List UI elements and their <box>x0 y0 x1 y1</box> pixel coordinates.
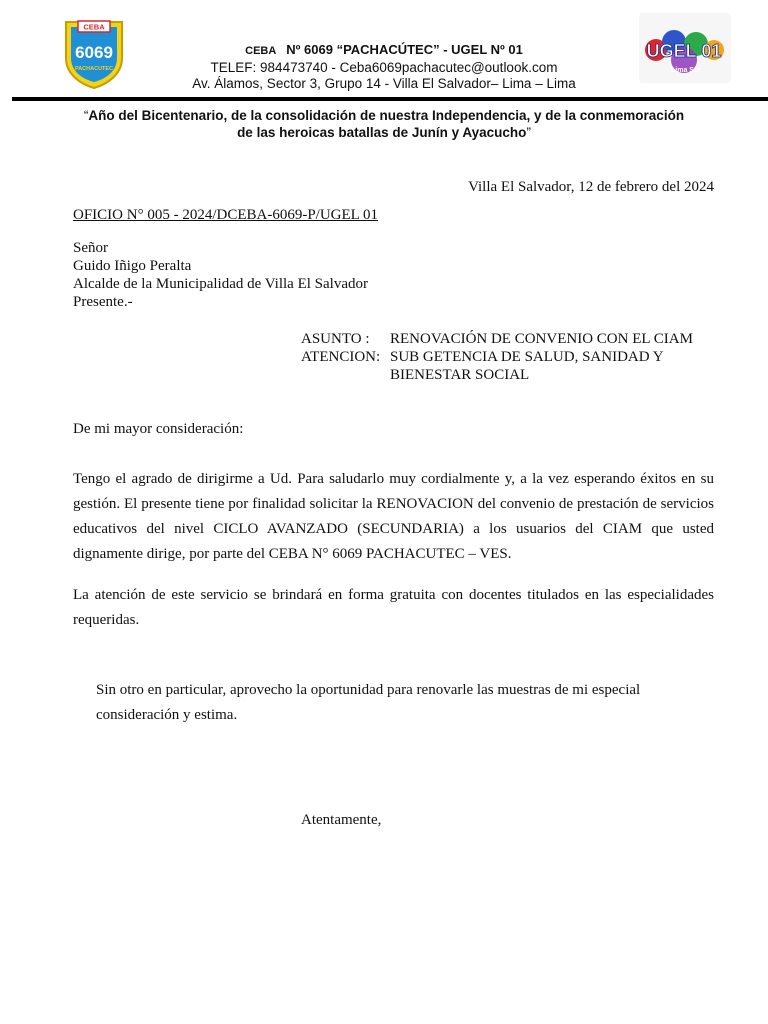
header-institution-name: Nº 6069 “PACHACÚTEC” - UGEL Nº 01 <box>286 42 523 57</box>
year-motto-line1: Año del Bicentenario, de la consolidación de nuestra Independencia, y de la conmemoración <box>88 108 685 123</box>
attention-value-line1: SUB GETENCIA DE SALUD, SANIDAD Y <box>390 349 664 365</box>
body-paragraph-2: La atención de este servicio se brindará en forma gratuita con docentes titulados en las especialidades requeridas. <box>73 587 714 628</box>
year-motto: “Año del Bicentenario, de la consolidación de nuestra Independencia, y de la conmemoración de las heroicas batallas de Junín y Ayacucho” <box>83 108 685 140</box>
attention-value-line2: BIENESTAR SOCIAL <box>390 367 530 383</box>
ugel-logo-subtext: Lima Sur <box>671 67 701 74</box>
recipient-title: Alcalde de la Municipalidad de Villa El Salvador <box>73 276 368 292</box>
ceba-logo-number: 6069 <box>75 43 113 62</box>
ugel-logo <box>638 12 732 84</box>
subject-label: ASUNTO : <box>301 331 370 347</box>
body-paragraph-1: Tengo el agrado de dirigirme a Ud. Para saludarlo muy cordialmente y, a la vez esperando éxitos en su gestión. El presente tiene por finalidad solicitar la RENOVACION del convenio de prestación de servicios educativos del nivel CICLO AVANZADO (SECUNDARIA) a los usuarios del CIAM que usted dignamente dirige, por parte del CEBA N° 6069 PACHACUTEC – VES. <box>73 471 714 562</box>
ugel-logo-text: UGEL 01 <box>646 41 722 61</box>
header-contact: TELEF: 984473740 - Ceba6069pachacutec@outlook.com <box>210 60 558 75</box>
ceba-logo-label: CEBA <box>83 22 105 32</box>
recipient-salutation: Señor <box>73 240 108 256</box>
letter-date: Villa El Salvador, 12 de febrero del 2024 <box>468 179 714 195</box>
recipient-name: Guido Iñigo Peralta <box>73 258 192 274</box>
ceba-shield-logo <box>62 18 126 90</box>
ceba-logo-subtext: PACHACUTEC <box>74 66 114 72</box>
recipient-presente: Presente.- <box>73 294 133 310</box>
letter-greeting: De mi mayor consideración: <box>73 421 244 437</box>
year-motto-line2: de las heroicas batallas de Junín y Ayacucho <box>237 125 527 140</box>
header-address: Av. Álamos, Sector 3, Grupo 14 - Villa El Salvador– Lima – Lima <box>192 76 576 91</box>
header-ceba-prefix: CEBA <box>245 45 277 57</box>
subject-value: RENOVACIÓN DE CONVENIO CON EL CIAM <box>390 331 693 347</box>
attention-label: ATENCION: <box>301 349 381 365</box>
body-paragraph-3: Sin otro en particular, aprovecho la oportunidad para renovarle las muestras de mi especial consideración y estima. <box>96 682 641 723</box>
header-institution <box>130 42 638 57</box>
letter-reference: OFICIO N° 005 - 2024/DCEBA-6069-P/UGEL 01 <box>73 207 379 223</box>
letter-closing: Atentamente, <box>301 812 382 828</box>
header-divider <box>12 97 768 101</box>
